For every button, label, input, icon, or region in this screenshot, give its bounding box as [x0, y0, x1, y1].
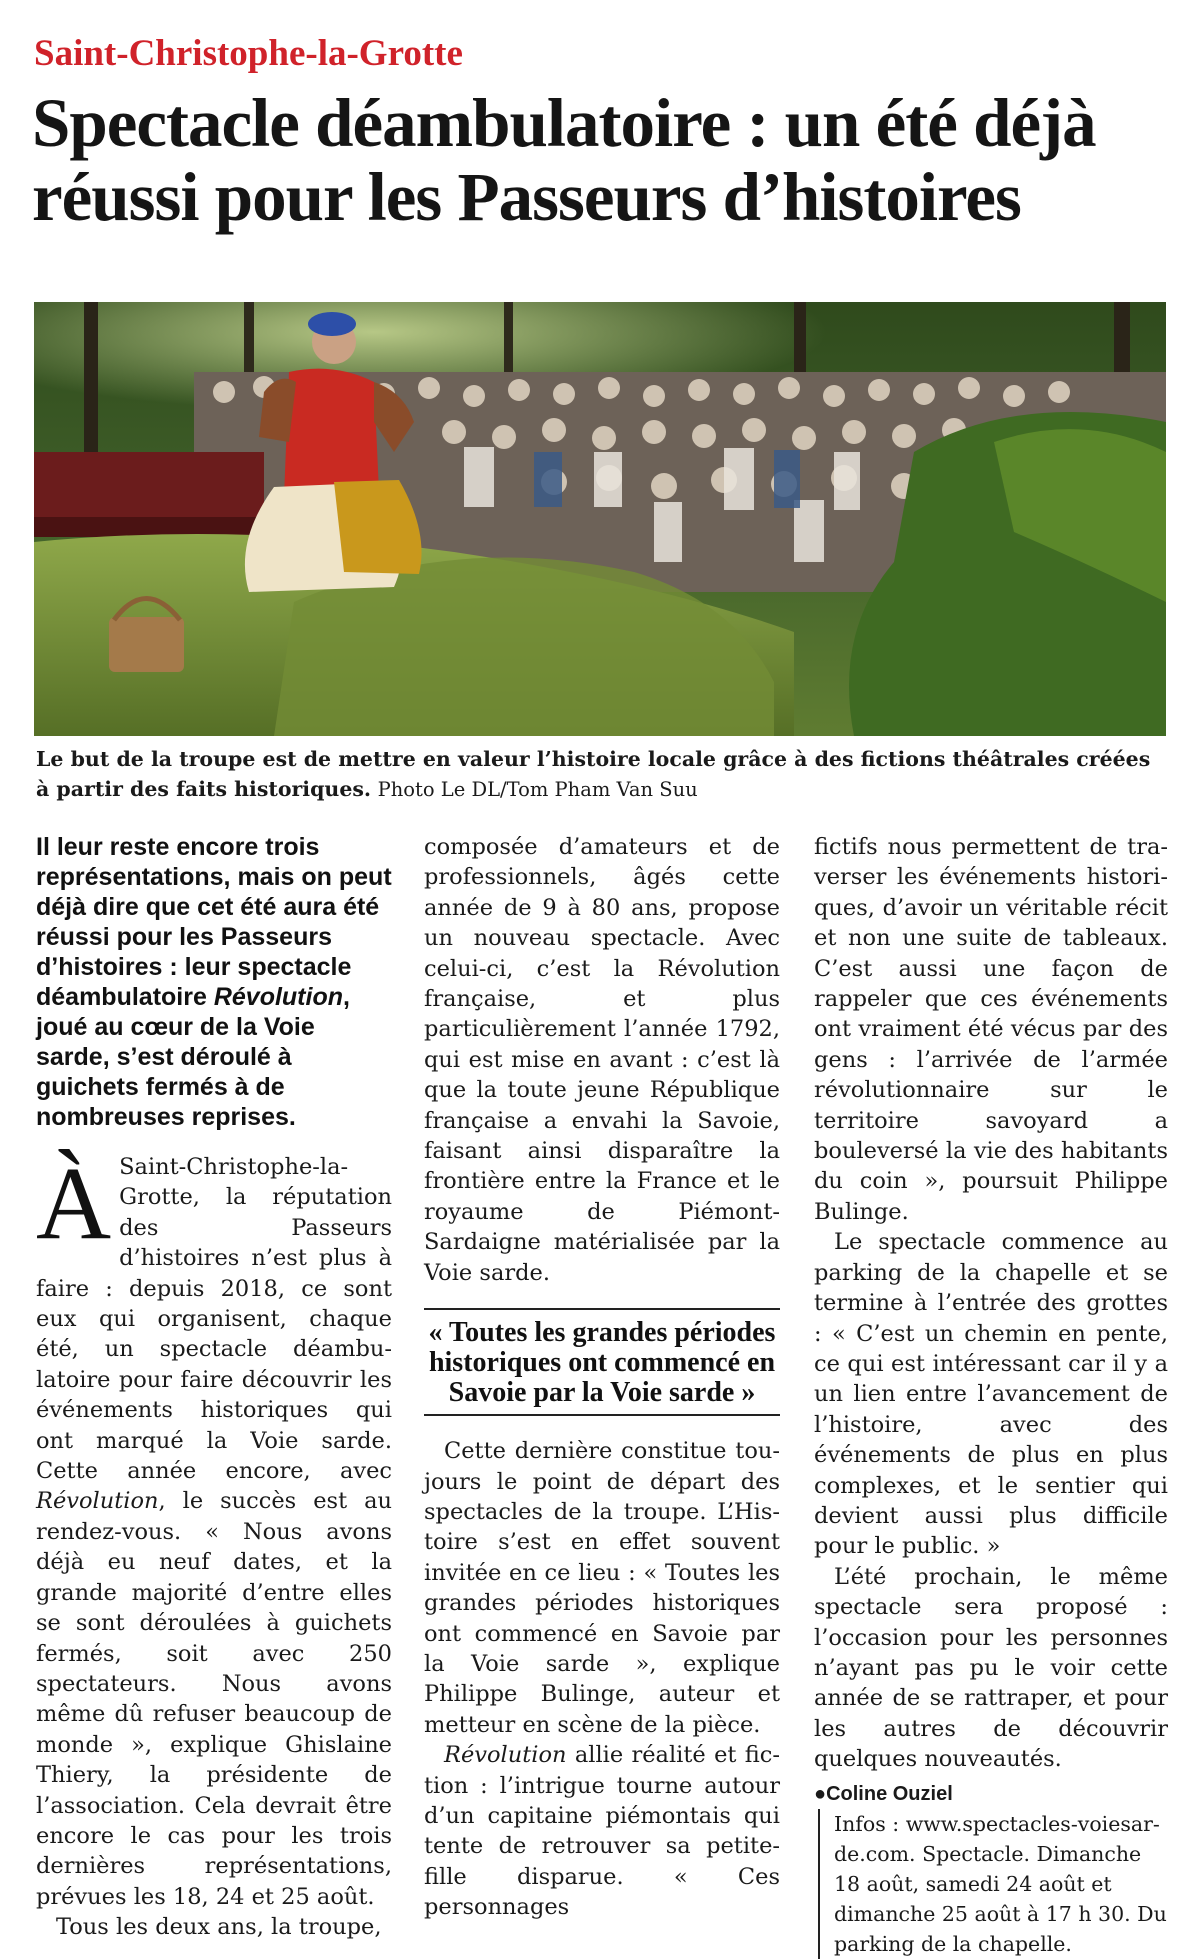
headline-line-2: réussi pour les Passeurs d’histoires — [32, 159, 1021, 235]
chapo: Il leur reste encore trois représentations, mais on peut déjà dire que cet été aura été réussi pour les Passeurs d’histoires : leur spectacle déambulatoire Révolution, joué au cœur de la Voie sarde, s’est déroulé à guichets fermés à de nombreuses reprises. — [36, 833, 392, 1131]
paragraph-4-continued: fictifs nous permettent de traverser les événements historiques, d’avoir un véritable récit et non une suite de tableaux. C’est aussi une façon de rappeler que ces événements ont vraiment été vécus par des gens : l’arrivée de l’armée révolutionnaire sur le territoire savoyard a bouleversé la vie des habitants du coin », poursuit Philippe Bulinge. — [814, 834, 1168, 1225]
column-1 — [36, 832, 392, 1943]
paragraph-6: L’été prochain, le même spectacle sera proposé : l’occasion pour les personnes n’ayant pas pu le voir cette année de se rattraper, et pour les autres de découvrir quelques nouveautés. — [814, 1563, 1168, 1773]
paragraph-5: Le spectacle commence au parking de la chapelle et se termine à l’entrée des grottes : « C’est un chemin en pente, ce qui est intéressant car il y a un lien entre l’avancement de l’histoire, avec des événements de plus en plus complexes, et le sentier qui devient aussi plus difficile pour le public. » — [814, 1229, 1168, 1560]
paragraph-1: À Saint-Christophe-la-Grotte, la réputation des Passeurs d’histoires n’est plus à faire : depuis 2018, ce sont eux qui organisent, chaque été, un spectacle déambulatoire pour faire découvrir les événements historiques qui ont marqué la Voie sarde. Cette année encore, avec Révolution, le succès est au rendez-vous. « Nous avons déjà eu neuf dates, et la grande majorité d’entre elles se sont déroulées à guichets fermés, soit avec 250 spectateurs. Nous avons même dû refuser beaucoup de monde », explique Ghislaine Thiery, la présidente de l’association. Cela devrait être encore le cas pour les trois dernières représentations, prévues les 18, 24 et 25 août. — [36, 1146, 392, 1910]
article-photo — [34, 302, 1166, 736]
headline-line-1: Spectacle déambulatoire : un été déjà — [32, 85, 1096, 161]
author-byline: ●Coline Ouziel — [814, 1782, 953, 1805]
paragraph-4-start: Révolution allie réalité et fiction : l’intrigue tourne autour d’un capitaine piémontais qui tente de retrouver sa petite-fille disparue. « Ces personnages — [424, 1742, 780, 1921]
photo-caption — [36, 744, 1166, 805]
paragraph-2-start: Tous les deux ans, la troupe, — [56, 1914, 382, 1941]
column-3 — [814, 832, 1168, 1959]
headline — [32, 86, 1182, 234]
paragraph-3: Cette dernière constitue toujours le point de départ des spectacles de la troupe. L’Histoire s’est en effet souvent invitée en ce lieu : « Toutes les grandes périodes historiques ont commencé en Savoie par la Voie sarde », explique Philippe Bulinge, auteur et metteur en scène de la pièce. — [424, 1438, 780, 1738]
caption-text: Le but de la troupe est de mettre en valeur l’histoire locale grâce à des fictions théâtrales créées à partir des faits historiques. — [36, 747, 1151, 801]
infos-box: Infos : www.spectacles-voiesarde.com. Spectacle. Dimanche 18 août, samedi 24 août et dimanche 25 août à 17 h 30. Du parking de la chapelle. — [818, 1809, 1168, 1959]
column-2 — [424, 832, 780, 1923]
dropcap: À — [36, 1146, 112, 1261]
photo-credit: Photo Le DL/Tom Pham Van Suu — [377, 778, 698, 801]
pull-quote: « Toutes les grandes périodes historiques ont commencé en Savoie par la Voie sarde » — [424, 1308, 780, 1416]
section-kicker: Saint-Christophe-la-Grotte — [34, 33, 463, 74]
paragraph-2-continued: composée d’amateurs et de professionnels, âgés cette année de 9 à 80 ans, propose un nouveau spectacle. Avec celui-ci, c’est la Révolution française, et plus particulièrement l’année 1792, qui est mise en avant : c’est là que la toute jeune République française a envahi la Savoie, faisant ainsi disparaître la frontière entre la France et le royaume de Piémont-Sardaigne matérialisée par la Voie sarde. — [424, 834, 780, 1286]
